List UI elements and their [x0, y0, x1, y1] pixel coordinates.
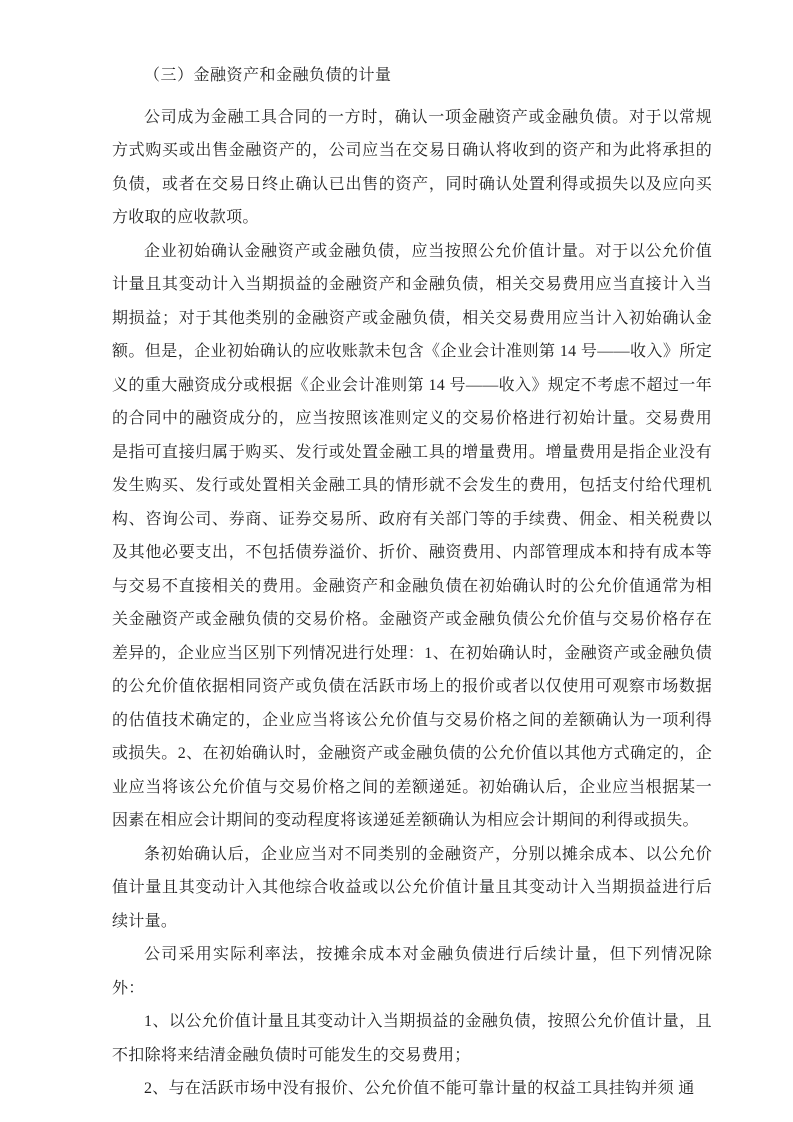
paragraph-subsequent-measurement-assets: 条初始确认后，企业应当对不同类别的金融资产，分别以摊余成本、以公允价值计量且其变动计入其他综合收益或以公允价值计量且其变动计入当期损益进行后续计量。: [112, 845, 712, 930]
paragraph-initial-recognition: 公司成为金融工具合同的一方时，确认一项金融资产或金融负债。对于以常规方式购买或出售金融资产的，公司应当在交易日确认将收到的资产和为此将承担的负债，或者在交易日终止确认已出售的资产，同时确认处置利得或损失以及应向买方收取的应收款项。: [112, 108, 712, 226]
paragraph-exception-1: 1、以公允价值计量且其变动计入当期损益的金融负债，按照公允价值计量，且不扣除将来结清金融负债时可能发生的交易费用；: [112, 1013, 712, 1064]
section-heading: （三）金融资产和金融负债的计量: [144, 67, 392, 84]
paragraph-subsequent-measurement-liabilities: 公司采用实际利率法，按摊余成本对金融负债进行后续计量，但下列情况除 外：: [112, 946, 717, 997]
paragraph-exception-2: 2、与在活跃市场中没有报价、公允价值不能可靠计量的权益工具挂钩并须 通: [144, 1080, 695, 1097]
paragraph-initial-measurement: 企业初始确认金融资产或金融负债，应当按照公允价值计量。对于以公允价值计量且其变动计入当期损益的金融资产和金融负债，相关交易费用应当直接计入当期损益；对于其他类别的金融资产或金融负债，相关交易费用应当计入初始确认金额。但是，企业初始确认的应收账款未包含《企业会计准则第 14 号——收入》所定义的重大融资成分或根据《企业会计准则第 14 号——收入》规定不考虑不超过一年的合同中的融资成分的，应当按照该准则定义的交易价格进行初始计量。交易费用是指可直接归属于购买、发行或处置金融工具的增量费用。增量费用是指企业没有发生购买、发行或处置相关金融工具的情形就不会发生的费用，包括支付给代理机构、咨询公司、券商、证券交易所、政府有关部门等的手续费、佣金、相关税费以及其他必要支出，不包括债券溢价、折价、融资费用、内部管理成本和持有成本等与交易不直接相关的费用。金融资产和金融负债在初始确认时的公允价值通常为相关金融资产或金融负债的交易价格。金融资产或金融负债公允价值与交易价格存在差异的，企业应当区别下列情况进行处理：1、在初始确认时，金融资产或金融负债的公允价值依据相同资产或负债在活跃市场上的报价或者以仅使用可观察市场数据的估值技术确定的，企业应当将该公允价值与交易价格之间的差额确认为一项利得或损失。2、在初始确认时，金融资产或金融负债的公允价值以其他方式确定的，企业应当将该公允价值与交易价格之间的差额递延。初始确认后，企业应当根据某一因素在相应会计期间的变动程度将该递延差额确认为相应会计期间的利得或损失。: [112, 242, 712, 829]
